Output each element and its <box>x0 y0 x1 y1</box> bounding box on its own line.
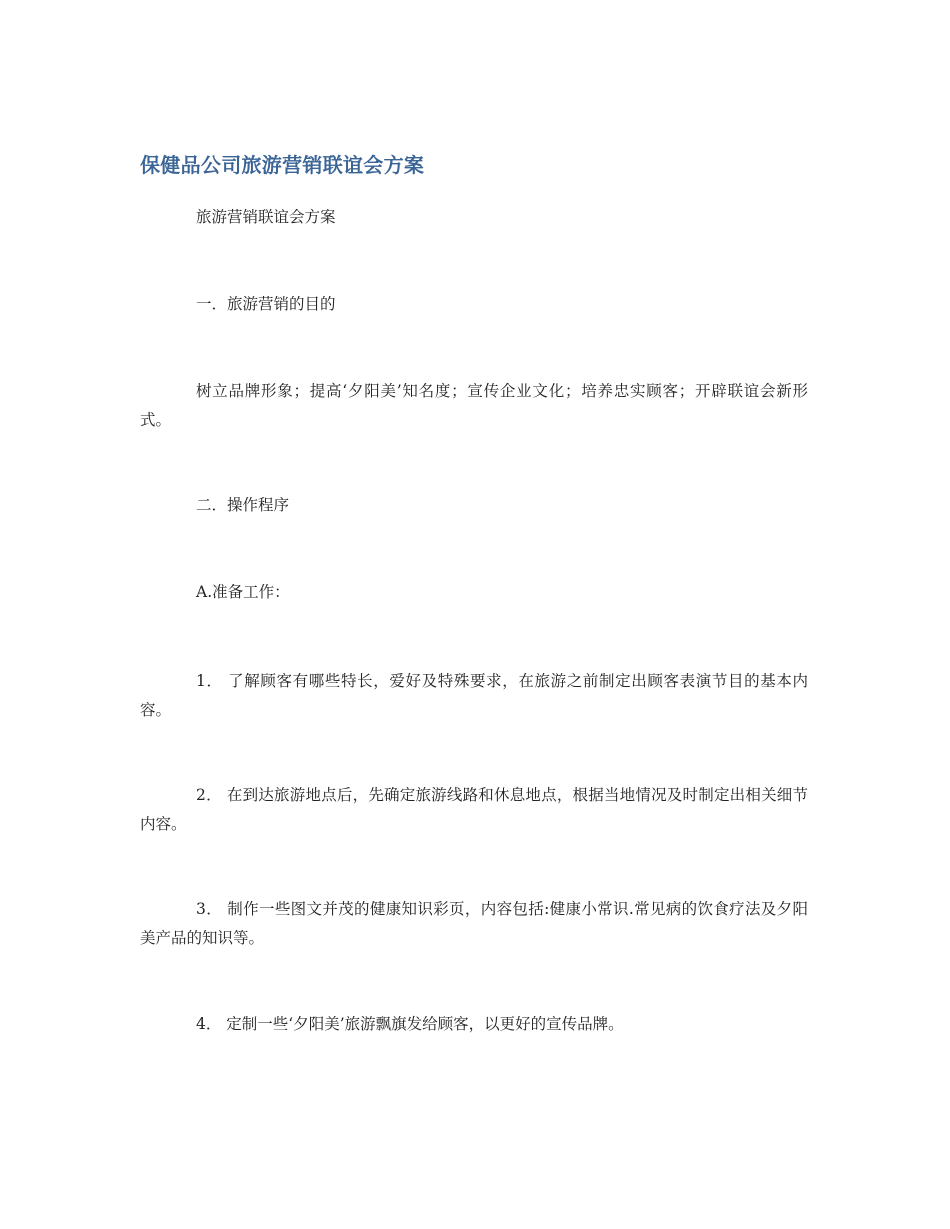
paragraph-item-2: 2． 在到达旅游地点后，先确定旅游线路和休息地点，根据当地情况及时制定出相关细节内容。 <box>140 786 808 833</box>
paragraph-section-2-heading: 二．操作程序 <box>196 496 290 514</box>
paragraph-item-4: 4． 定制一些‘夕阳美’旅游飘旗发给顾客，以更好的宣传品牌。 <box>196 1015 624 1033</box>
paragraph-item-3: 3． 制作一些图文并茂的健康知识彩页，内容包括:健康小常识.常见病的饮食疗法及夕阳美产品的知识等。 <box>140 900 808 947</box>
paragraph-section-1-heading: 一．旅游营销的目的 <box>196 295 336 313</box>
paragraph-preparation: A.准备工作： <box>196 583 290 601</box>
document-title: 保健品公司旅游营销联谊会方案 <box>140 153 425 177</box>
paragraph-item-1: 1． 了解顾客有哪些特长，爱好及特殊要求，在旅游之前制定出顾客表演节目的基本内容。 <box>140 672 808 719</box>
paragraph-subtitle: 旅游营销联谊会方案 <box>196 208 336 226</box>
paragraph-purpose: 树立品牌形象；提高‘夕阳美’知名度；宣传企业文化；培养忠实顾客；开辟联谊会新形式。 <box>140 382 808 429</box>
